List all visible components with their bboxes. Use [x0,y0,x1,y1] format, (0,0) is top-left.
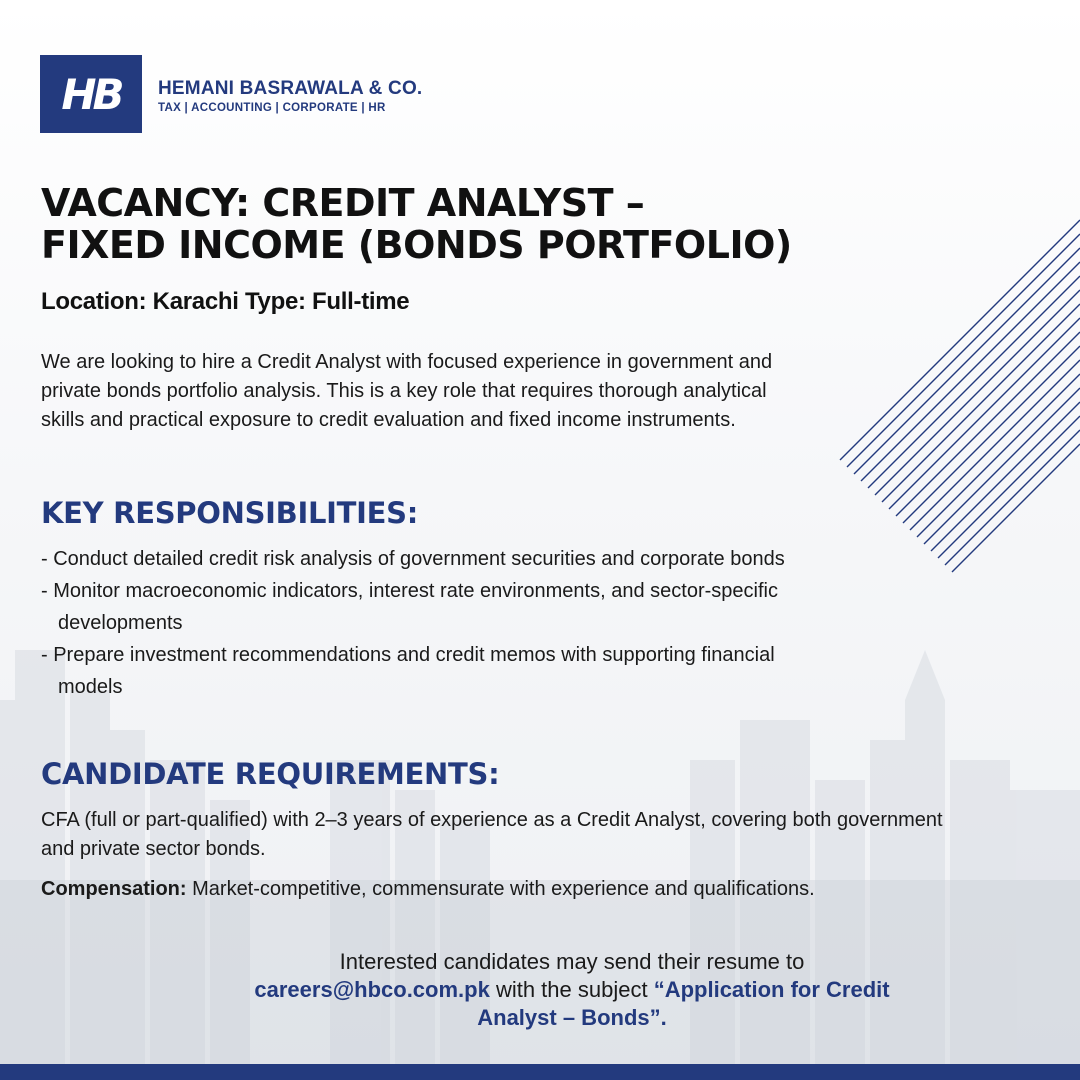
apply-details [232,976,912,1032]
list-item: - Prepare investment recommendations and credit memos with supporting financial models [41,644,775,698]
requirements-heading: CANDIDATE REQUIREMENTS: [41,757,500,791]
apply-instructions [232,948,912,1032]
brand-block [158,78,422,114]
requirements-text: CFA (full or part-qualified) with 2–3 years of experience as a Credit Analyst, covering both government and private sector bonds. [41,809,943,860]
list-item: - Monitor macroeconomic indicators, interest rate environments, and sector-specific developments [41,580,778,634]
intro-paragraph: We are looking to hire a Credit Analyst with focused experience in government and private bonds portfolio analysis. This is a key role that requires thorough analytical skills and practical exposure to credit evaluation and fixed income instruments. [41,351,773,431]
title-line-1: VACANCY: CREDIT ANALYST – [41,181,645,225]
contact-email-link[interactable]: careers@hbco.com.pk [254,977,490,1002]
compensation-value: Market-competitive, commensurate with experience and qualifications. [186,878,815,900]
job-location-type: Location: Karachi Type: Full-time [41,288,410,315]
page-title [41,182,921,266]
company-tagline: TAX | ACCOUNTING | CORPORATE | HR [158,102,386,114]
company-name: HEMANI BASRAWALA & CO. [158,78,423,99]
compensation-text [41,875,861,904]
apply-middle-text: with the subject [489,977,654,1002]
responsibilities-list [41,543,821,703]
logo-mark: HB [61,69,121,119]
list-item: - Conduct detailed credit risk analysis of government securities and corporate bonds [41,548,785,570]
diagonal-stripes-decoration [830,210,1080,590]
compensation-label: Compensation: [41,878,187,900]
footer-bar [0,1064,1080,1080]
email-subject: “Application for Credit Analyst – Bonds”. [477,977,890,1030]
title-line-2: FIXED INCOME (BONDS PORTFOLIO) [41,223,792,267]
responsibilities-heading: KEY RESPONSIBILITIES: [41,496,418,530]
company-logo [40,55,142,133]
apply-line: Interested candidates may send their resume to [339,949,805,974]
